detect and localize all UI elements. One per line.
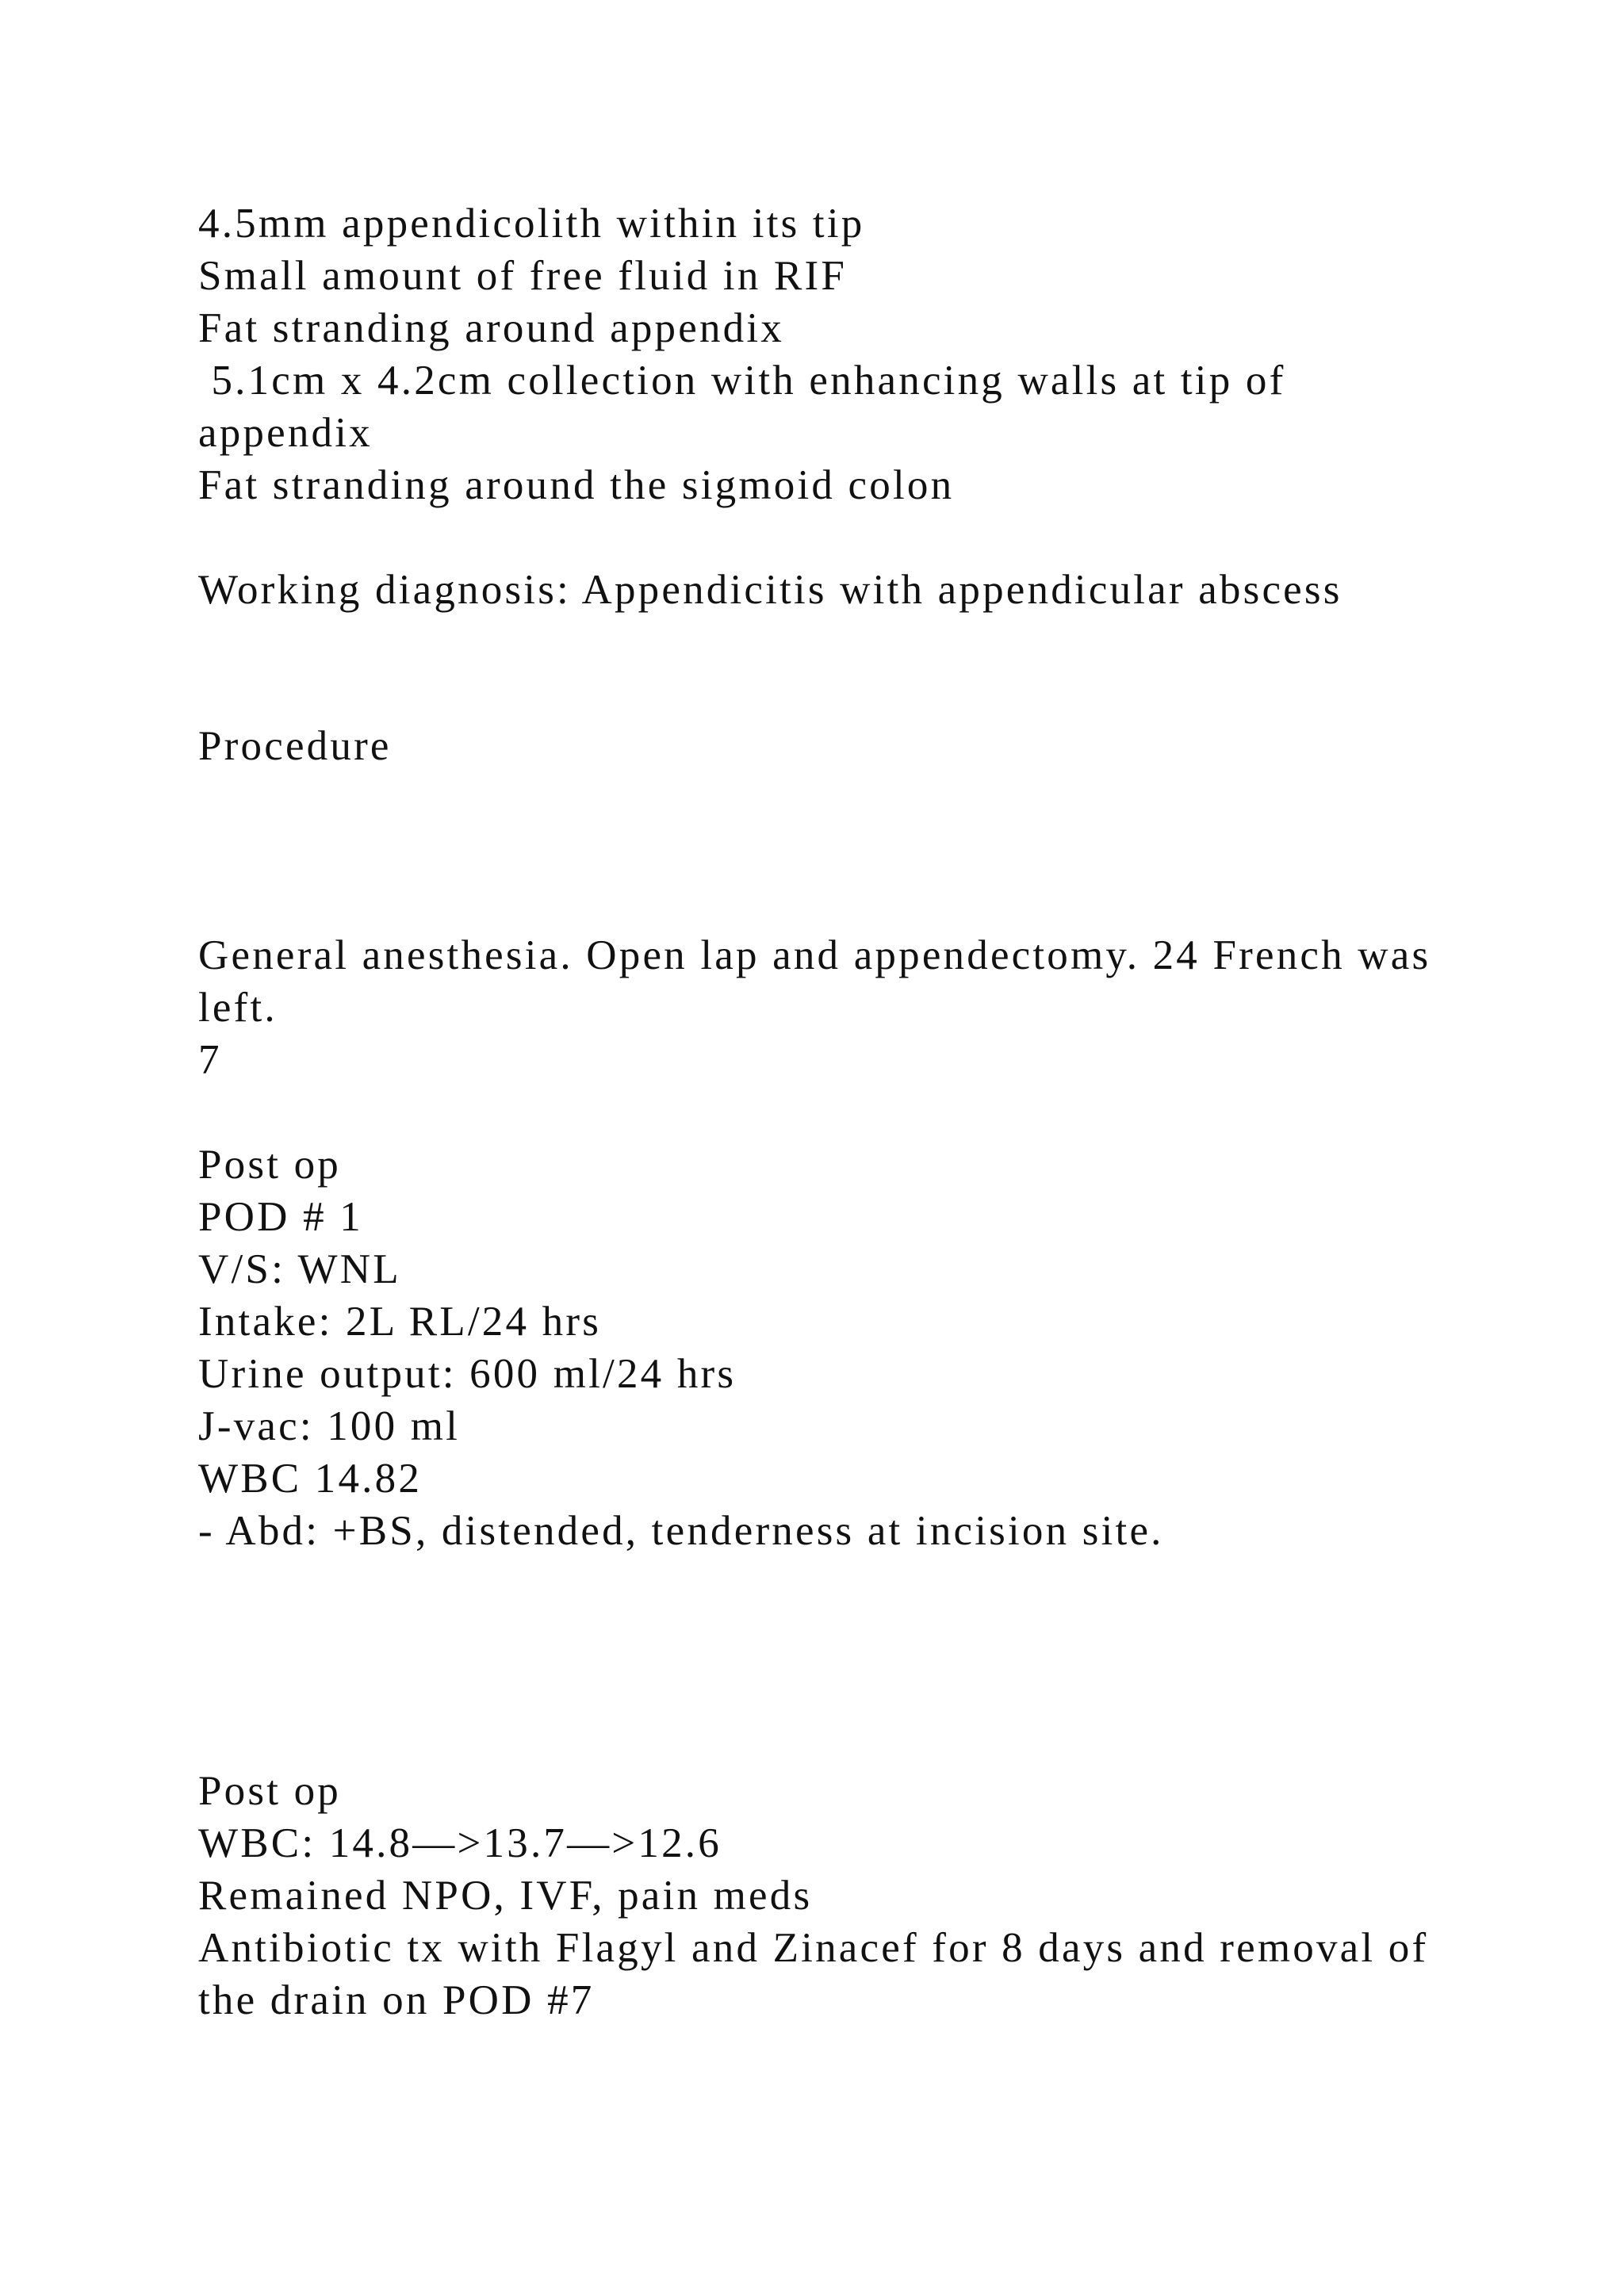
finding-appendicolith: 4.5mm appendicolith within its tip xyxy=(198,201,865,247)
wbc-trend: WBC: 14.8—>13.7—>12.6 xyxy=(198,1820,722,1866)
page-number: 7 xyxy=(198,1037,222,1083)
intake: Intake: 2L RL/24 hrs xyxy=(198,1299,602,1345)
urine-output: Urine output: 600 ml/24 hrs xyxy=(198,1351,737,1397)
abdominal-exam: - Abd: +BS, distended, tenderness at incision site. xyxy=(198,1508,1164,1554)
management: Remained NPO, IVF, pain meds xyxy=(198,1873,813,1919)
j-vac-output: J-vac: 100 ml xyxy=(198,1403,461,1449)
working-diagnosis: Working diagnosis: Appendicitis with appendicular abscess xyxy=(198,567,1342,613)
pod-number: POD # 1 xyxy=(198,1194,363,1240)
finding-fat-stranding-appendix: Fat stranding around appendix xyxy=(198,305,784,351)
post-op-heading-2: Post op xyxy=(198,1768,341,1814)
vital-signs: V/S: WNL xyxy=(198,1246,401,1292)
antibiotic-treatment: Antibiotic tx with Flagyl and Zinacef for 8 days and removal of xyxy=(198,1925,1429,1971)
procedure-heading: Procedure xyxy=(198,723,392,769)
post-op-heading: Post op xyxy=(198,1142,341,1188)
wbc-count: WBC 14.82 xyxy=(198,1456,423,1502)
finding-collection: 5.1cm x 4.2cm collection with enhancing walls at tip of xyxy=(198,358,1286,404)
antibiotic-treatment-continued: the drain on POD #7 xyxy=(198,1977,595,2023)
finding-free-fluid: Small amount of free fluid in RIF xyxy=(198,253,848,299)
procedure-description: General anesthesia. Open lap and appendectomy. 24 French was xyxy=(198,932,1431,978)
procedure-description-continued: left. xyxy=(198,985,278,1031)
finding-fat-stranding-sigmoid: Fat stranding around the sigmoid colon xyxy=(198,462,955,508)
finding-collection-continued: appendix xyxy=(198,410,373,456)
